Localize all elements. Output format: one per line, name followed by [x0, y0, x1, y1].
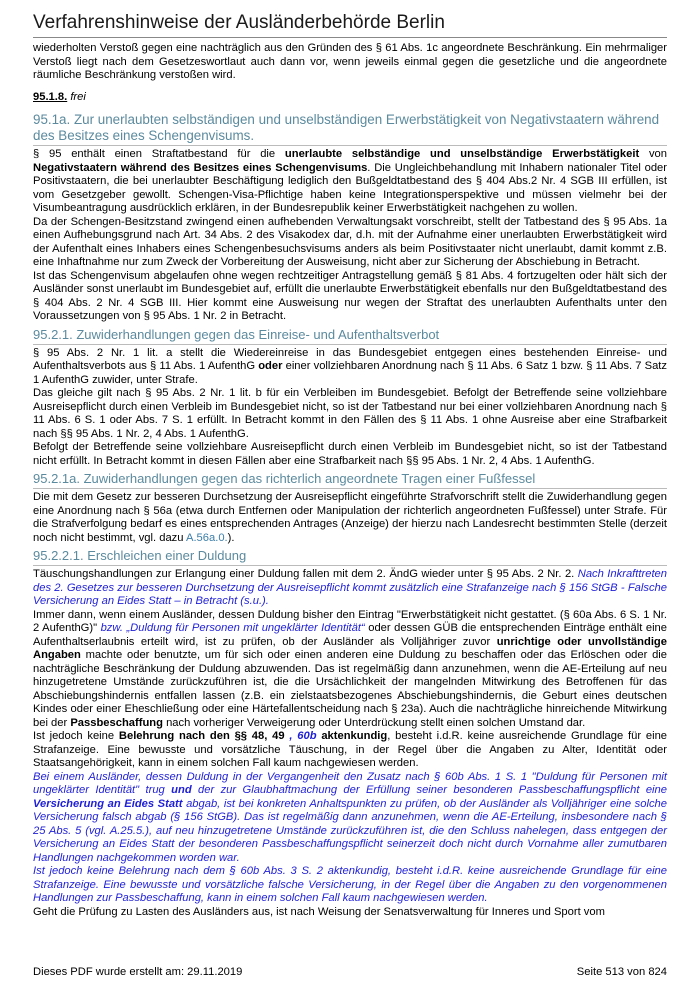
paragraph-95-2-1-1: § 95 Abs. 2 Nr. 1 lit. a stellt die Wiedereinreise in das Bundesgebiet entgegen eines bestehenden Einreise- und Aufenthaltsverbots aus § 11 Abs. 1 AufenthG oder einer vollziehbaren Anordnung nach § 11 Abs. 6 Satz 1 bzw. § 11 Abs. 7 Satz 1 AufenthG zuwider, unter Strafe.	[33, 346, 667, 386]
heading-95-1a: 95.1a. Zur unerlaubten selbständigen und unselbständigen Erwerbstätigkeit von Negativstaatern während des Besitzes eines Schengenvisums.	[33, 112, 660, 143]
paragraph-95-2-1-3: Befolgt der Betreffende seine vollziehbare Ausreisepflicht durch einen Verbleib im Bundesgebiet nicht, so ist der Tatbestand nicht erfüllt. In Betracht kommt in diesen Fällen aber eine Strafbarkeit nach §§ 95 Abs. 1 Nr. 2, 4 Abs. 1 AufenthG.	[33, 441, 667, 467]
paragraph-95-2-2-1-6: Geht die Prüfung zu Lasten des Ausländers aus, ist nach Weisung der Senatsverwaltung für Inneres und Sport vom	[33, 905, 605, 918]
paragraph-95-1a-1: § 95 enthält einen Straftatbestand für die unerlaubte selbständige und unselbständige Erwerbstätigkeit von Negativstaatern während des Besitzes eines Schengenvisums. Die Ungleichbehandlung mit Inhabern nationaler Titel oder Positivstaatern, die bei unerlaubter Beschäftigung lediglich den Bußgeldtatbestand des § 404 Abs.2 Nr. 4 SGB III erfüllen, ist vom Gesetzgeber gewollt. Schengen-Visa-Pflichtige haben keine Integrationsperspektive und müssen vielmehr bei der Visumbeantragung ausdrücklich erklären, in der Bundesrepublik keiner Erwerbstätigkeit nachgehen zu wollen.	[33, 148, 668, 214]
heading-divider	[33, 344, 667, 345]
heading-95-2-2-1: 95.2.2.1. Erschleichen einer Duldung	[33, 548, 247, 563]
paragraph-95-2-2-1-1: Täuschungshandlungen zur Erlangung einer Duldung fallen mit dem 2. ÄndG wieder unter § 95 Abs. 2 Nr. 2. Nach Inkrafttreten des 2. Gesetzes zur besseren Durchsetzung der Ausreisepflicht kommt zusätzlich eine Strafanzeige nach § 156 StGB - Falsche Versicherung an Eides Statt – in Betracht (s.u.).	[33, 568, 667, 607]
paragraph-95-2-1a-1: Die mit dem Gesetz zur besseren Durchsetzung der Ausreisepflicht eingeführte Strafvorschrift stellt die Zuwiderhandlung gegen eine Anordnung nach § 56a (etwa durch Entfernen oder Manipulation der richterlich angeordneten Fußfessel) unter Strafe. Für die Strafverfolgung bedarf es eines entsprechenden Antrages (Anzeige) der hierzu nach Landesrecht bestimmten Stelle (derzeit noch nicht bestimmt, vgl. dazu A.56a.0.).	[33, 491, 667, 544]
paragraph-95-2-2-1-4: Bei einem Ausländer, dessen Duldung in der Vergangenheit den Zusatz nach § 60b Abs. 1 S. 1 "Duldung für Personen mit ungeklärter Identität" trug und der zur Glaubhaftmachung der Erfüllung seiner besonderen Passbeschaffungspflicht eine Versicherung an Eides Statt abgab, ist bei konkreten Anhaltspunkten zu prüfen, ob der Ausländer als Volljähriger eine solche Versicherung falsch abgab (§ 156 StGB). Das ist regelmäßig dann anzunehmen, wenn die AE-Erteilung, insbesondere nach § 25 Abs. 5 (vgl. A.25.5.), auf neu hinzugetretene Umstände zurückzuführen ist, die den Schluss nahelegen, dass entgegen der Versicherung an Eides Statt der besonderen Passbeschaffungspflicht seinerzeit doch nicht durch Vornahme aller zumutbaren Handlungen nachgekommen worden war.	[33, 770, 667, 864]
intro-paragraph: wiederholten Verstoß gegen eine nachträglich aus den Gründen des § 61 Abs. 1c angeordnete Beschränkung. Ein mehrmaliger Verstoß liegt nach dem Gesetzeswortlaut auch dann vor, wenn jeweils einmal gegen die gesetzliche und die angeordnete räumliche Beschränkung verstoßen wird.	[33, 42, 667, 81]
heading-divider	[33, 488, 667, 489]
paragraph-95-2-2-1-5: Ist jedoch keine Belehrung nach dem § 60b Abs. 3 S. 2 aktenkundig, besteht i.d.R. keine ausreichende Grundlage für eine Strafanzeige. Eine bewusste und vorsätzliche falsche Versicherung, in der Regel über die Angaben zu den vorgenommenen Handlungen zur Passbeschaffung, kann in einem solchen Fall kaum nachgewiesen werden.	[33, 865, 667, 904]
page-title: Verfahrenshinweise der Ausländerbehörde Berlin	[33, 12, 445, 33]
heading-95-2-1: 95.2.1. Zuwiderhandlungen gegen das Einreise- und Aufenthaltsverbot	[33, 326, 440, 342]
section-95-1-8	[33, 91, 667, 105]
heading-divider	[33, 145, 667, 146]
paragraph-95-2-2-1-3: Ist jedoch keine Belehrung nach den §§ 48, 49 , 60b aktenkundig, besteht i.d.R. keine ausreichende Grundlage für eine Strafanzeige. Eine bewusste und vorsätzliche Täuschung, in der Regel über die Angaben zu Alter, Identität oder Staatsangehörigkeit, kann in einem solchen Fall kaum nachgewiesen werden.	[33, 730, 668, 769]
section-text: frei	[70, 90, 86, 103]
crossref-link[interactable]: A.56a.0.	[185, 531, 228, 544]
heading-95-2-1a: 95.2.1a. Zuwiderhandlungen gegen das richterlich angeordnete Tragen einer Fußfessel	[33, 471, 536, 486]
paragraph-95-1a-2: Da der Schengen-Besitzstand zwingend einen aufhebenden Verwaltungsakt vorschreibt, stellt der Tatbestand des § 95 Abs. 1a einen Aufhebungsgrund nach Art. 34 Abs. 2 des Visakodex dar, d.h. mit der Aufnahme einer unerlaubten Erwerbstätigkeit wird der Aufenthalt eines Inhabers eines Schengenbesuchsvisums anders als beim Positivstaater nicht unerlaubt, damit kommt z.B. eine Inhaftnahme nur zum Zweck der Vorbereitung der Ausweisung, nicht aber zur Sicherung der Abschiebung in Betracht.	[33, 215, 667, 268]
paragraph-95-2-1-2: Das gleiche gilt nach § 95 Abs. 2 Nr. 1 lit. b für ein Verbleiben im Bundesgebiet. Befolgt der Betreffende seine vollziehbare Ausreisepflicht durch einen Verbleib im Bundesgebiet nicht, so ist der Tatbestand nur bei einer vollziehbaren Anordnung nach § 11 Abs. 6 S. 1 oder Abs. 7 S. 1 erfüllt. In Betracht kommt in den Fällen des § 11 Abs. 1 ohne Ausreise aber eine Strafbarkeit nach §§ 95 Abs. 1 Nr. 2, 4 Abs. 1 AufenthG.	[33, 387, 667, 440]
section-number: 95.1.8.	[33, 90, 68, 103]
document-body	[33, 42, 667, 919]
heading-divider	[33, 565, 667, 566]
paragraph-95-1a-3: Ist das Schengenvisum abgelaufen ohne wegen rechtzeitiger Antragstellung gemäß § 81 Abs. 4 fortzugelten oder hält sich der Ausländer sonst unerlaubt im Bundesgebiet auf, erfüllt die unerlaubte Erwerbstätigkeit ebenfalls nur den Bußgeldtatbestand des § 404 Abs. 2 Nr. 4 SGB III. Hier kommt eine Ausweisung nur wegen der Straftat des unerlaubten Aufenthalts unter den Voraussetzungen von § 95 Abs. 1 Nr. 2 in Betracht.	[33, 269, 667, 322]
paragraph-95-2-2-1-2: Immer dann, wenn einem Ausländer, dessen Duldung bisher den Eintrag "Erwerbstätigkeit nicht gestattet. (§ 60a Abs. 6 S. 1 Nr. 2 AufenthG)" bzw. „Duldung für Personen mit ungeklärter Identität“ oder dessen GÜB die entsprechenden Einträge enthält eine Aufenthaltserlaubnis erteilt wird, ist zu prüfen, ob der Ausländer als Volljähriger zuvor unrichtige oder unvollständige Angaben machte oder benutzte, um für sich oder einen anderen eine Duldung zu beschaffen oder das Erlöschen oder die nachträgliche Beschränkung der Duldung abzuwenden. Das ist regelmäßig dann anzunehmen, wenn die AE-Erteilung auf neu hinzugetretene Umstände zurückzuführen ist, die die Ursächlichkeit der mangelnden Mitwirkung des Betroffenen für das Abschiebungshindernis entfallen lassen (z.B. ein zielstaatsbezogenes Abschiebungshindernis, die Geburt eines deutschen Kindes oder einer Eheschließung oder eine Härtefallentscheidung nach § 23a). Auch die nachträgliche hinreichende Mitwirkung bei der Passbeschaffung nach vorheriger Verweigerung oder Unterdrückung stellt einen solchen Umstand dar.	[33, 608, 667, 729]
footer-page-number: Seite 513 von 824	[576, 966, 667, 978]
footer-created-date: Dieses PDF wurde erstellt am: 29.11.2019	[33, 966, 243, 978]
header-divider	[33, 37, 667, 38]
